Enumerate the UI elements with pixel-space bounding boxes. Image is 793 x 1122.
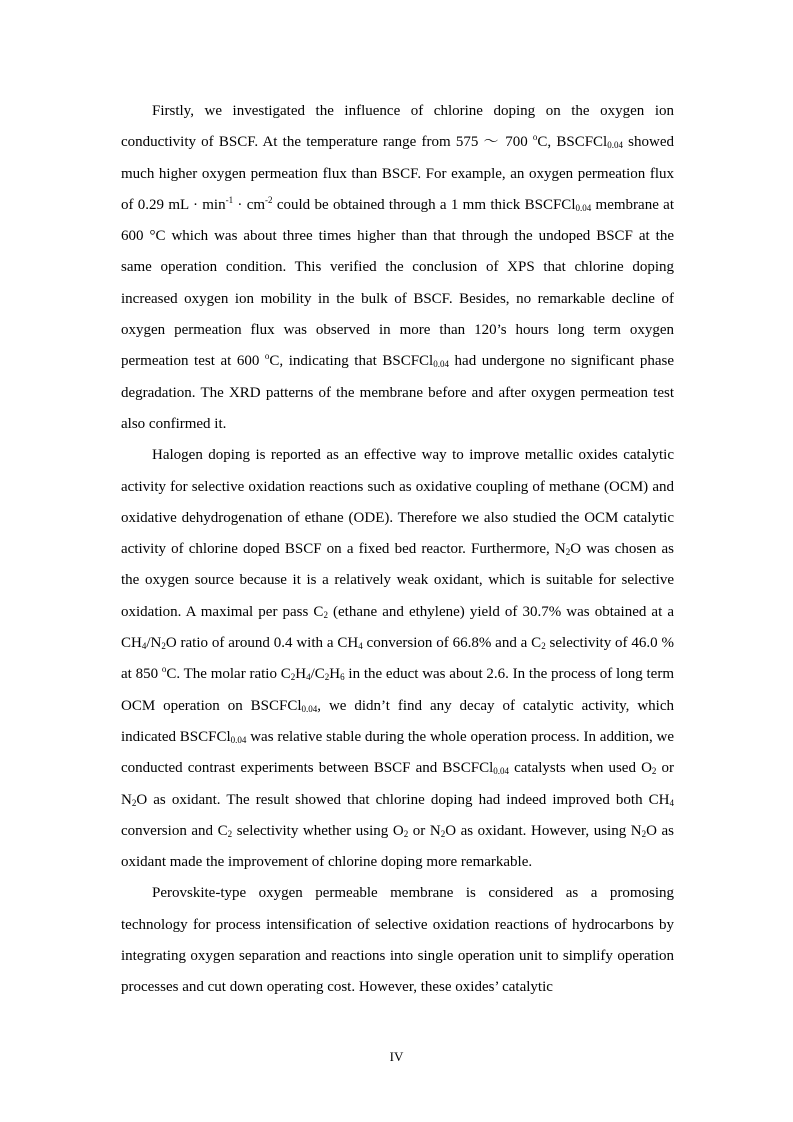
subscript: 0.04: [493, 766, 510, 777]
text-run: in the educt was about 2.6. In the process of long term OCM operation on BSCFCl: [121, 666, 674, 714]
text-run: C, BSCFCl: [537, 134, 608, 151]
text-run: Firstly, we investigated the influence of chlorine doping on the oxygen ion conductivity of BSCF. At the temperature range from 575 ～ 700: [121, 103, 674, 151]
subscript: 4: [306, 672, 311, 683]
subscript: 2: [323, 609, 328, 620]
text-run: Halogen doping is reported as an effective way to improve metallic oxides catalytic activity for selective oxidation reactions such as oxidative coupling of methane (OCM) and oxidative dehydrogenation of ethane (ODE). Therefore we also studied the OCM catalytic activity of chlorine doped BSCF on a fixed bed reactor. Furthermore, N: [121, 447, 674, 558]
subscript: 2: [227, 828, 233, 839]
text-run: O ratio of around 0.4 with a CH: [165, 635, 359, 652]
subscript: 4: [669, 797, 674, 808]
text-run: O as oxidant. However, using N: [445, 822, 642, 839]
document-body: [121, 96, 674, 1004]
text-run: could be obtained through a 1 mm thick BSCFCl: [272, 196, 576, 213]
text-run: /N: [146, 635, 162, 652]
paragraph-2: [121, 440, 674, 878]
subscript: 0.04: [301, 703, 318, 714]
subscript: 2: [403, 828, 409, 839]
text-run: H: [295, 666, 307, 683]
superscript: o: [161, 664, 167, 675]
text-run: conversion and C: [121, 822, 228, 839]
text-run: or N: [408, 822, 441, 839]
text-run: C. The molar ratio C: [166, 666, 291, 683]
text-run: C, indicating that BSCFCl: [269, 353, 434, 370]
superscript: -2: [265, 194, 273, 205]
text-run: was relative stable during the whole operation process. In addition, we conducted contrast experiments between BSCF and BSCFCl: [121, 728, 674, 777]
subscript: 2: [440, 828, 446, 839]
subscript: 2: [161, 641, 166, 652]
text-run: H: [329, 666, 341, 683]
subscript: 2: [651, 766, 657, 777]
paragraph-1: [121, 96, 674, 440]
text-run: catalysts when used O: [509, 760, 652, 777]
superscript: o: [264, 351, 270, 362]
subscript: 0.04: [575, 202, 592, 213]
subscript: 0.04: [230, 734, 247, 745]
text-run: conversion of 66.8% and a C: [362, 635, 542, 652]
superscript: o: [532, 132, 538, 143]
superscript: -1: [225, 194, 234, 205]
text-run: had undergone no significant phase degradation. The XRD patterns of the membrane before and after oxygen permeation test also confirmed it.: [121, 353, 674, 432]
text-run: selectivity of 46.0 % at 850: [121, 635, 674, 683]
text-run: or N: [121, 760, 675, 808]
text-run: membrane at 600 °C which was about three times higher than that through the undoped BSCF at the same operation condition. This verified the conclusion of XPS that chlorine doping increased oxygen ion mobility in the bulk of BSCF. Besides, no remarkable decline of oxygen permeation flux was observed in more than 120’s hours long term oxygen permeation test at 600: [121, 196, 674, 370]
subscript: 2: [131, 797, 137, 808]
subscript: 6: [340, 672, 345, 683]
subscript: 2: [541, 641, 546, 652]
text-run: · cm: [233, 196, 266, 213]
subscript: 4: [141, 641, 147, 652]
subscript: 2: [641, 828, 647, 839]
text-run: Perovskite-type oxygen permeable membrane is considered as a promosing technology for process intensification of selective oxidation reactions of hydrocarbons by integrating oxygen separation and reactions into single operation unit to simplify operation processes and cut down operating cost. However, these oxides’ catalytic: [121, 885, 674, 996]
subscript: 2: [565, 547, 571, 558]
subscript: 2: [324, 672, 330, 683]
text-run: O as oxidant made the improvement of chlorine doping more remarkable.: [121, 822, 675, 871]
text-run: /C: [310, 666, 325, 683]
subscript: 0.04: [607, 140, 623, 151]
text-run: showed much higher oxygen permeation flux than BSCF. For example, an oxygen permeation flux of 0.29 mL · min: [121, 134, 675, 213]
text-run: , we didn’t find any decay of catalytic activity, which indicated BSCFCl: [121, 697, 674, 745]
text-run: (ethane and ethylene) yield of 30.7% was obtained at a CH: [121, 603, 674, 652]
paragraph-3: [121, 878, 674, 1003]
subscript: 4: [358, 641, 363, 652]
subscript: 2: [290, 672, 296, 683]
text-run: selectivity whether using O: [232, 822, 404, 839]
text-run: O was chosen as the oxygen source because it is a relatively weak oxidant, which is suitable for selective oxidation. A maximal per pass C: [121, 541, 674, 620]
subscript: 0.04: [433, 359, 449, 370]
page-number: IV: [389, 1049, 404, 1064]
text-run: O as oxidant. The result showed that chlorine doping had indeed improved both CH: [136, 791, 670, 808]
